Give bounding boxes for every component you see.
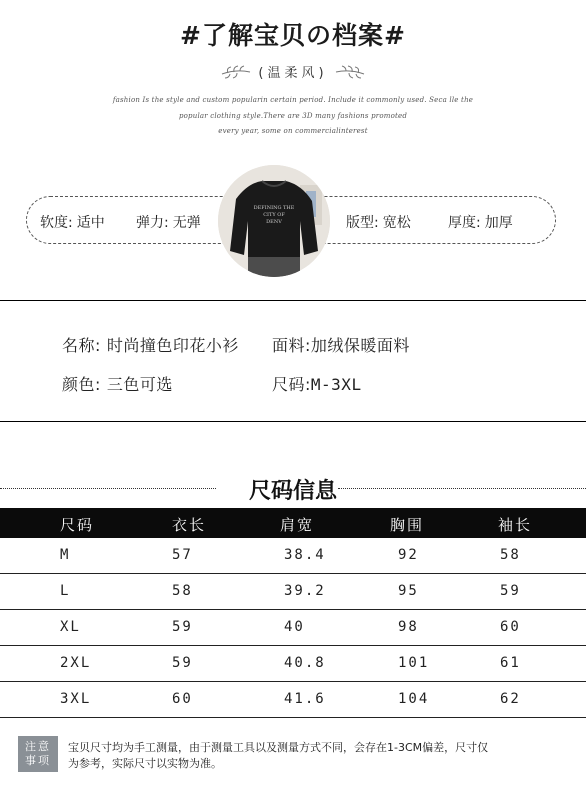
cell-size: M [60, 547, 71, 563]
style-tag-row [0, 62, 586, 81]
cell-length: 57 [172, 547, 193, 563]
product-name: 名称: 时尚撞色印花小衫 [62, 336, 239, 355]
cell-shoulder: 39.2 [284, 583, 326, 599]
cell-length: 58 [172, 583, 193, 599]
header-size: 尺码 [60, 516, 95, 534]
cell-sleeve: 62 [500, 691, 521, 707]
divider-top [0, 300, 586, 301]
cell-chest: 92 [398, 547, 419, 563]
header-length: 衣长 [172, 516, 207, 534]
cell-shoulder: 40.8 [284, 655, 326, 671]
cell-sleeve: 59 [500, 583, 521, 599]
cell-chest: 98 [398, 619, 419, 635]
table-row [0, 646, 586, 682]
table-row [0, 538, 586, 574]
cell-chest: 104 [398, 691, 430, 707]
note-text [68, 740, 578, 772]
note-badge-line-1: 注意 [25, 740, 51, 753]
cell-shoulder: 38.4 [284, 547, 326, 563]
header-sleeve: 袖长 [498, 516, 533, 534]
product-size-range: 尺码:M-3XL [272, 375, 362, 394]
script-line-2: popular clothing style.There are 3D many fashions promoted [178, 112, 408, 120]
size-table-title: 尺码信息 [248, 479, 337, 504]
attr-thickness: 厚度: 加厚 [448, 215, 513, 231]
sweater-illustration [218, 165, 330, 277]
cell-size: 3XL [60, 691, 92, 707]
product-color: 颜色: 三色可选 [62, 375, 173, 394]
cell-chest: 101 [398, 655, 430, 671]
script-line-1: fashion Is the style and custom popularin certain period. Include it commonly used. Seca lle the [112, 96, 474, 104]
cell-length: 59 [172, 619, 193, 635]
note-badge [18, 736, 58, 772]
cell-sleeve: 60 [500, 619, 521, 635]
table-row [0, 610, 586, 646]
note-badge-line-2: 事项 [25, 754, 51, 767]
title-dotline-right [338, 488, 586, 489]
note-line-1: 宝贝尺寸均为手工测量，由于测量工具以及测量方式不同，会存在1-3CM偏差，尺寸仅 [68, 741, 489, 754]
right-leaf-icon [334, 65, 366, 79]
cell-size: L [60, 583, 71, 599]
product-fabric: 面料:加绒保暖面料 [272, 336, 410, 355]
cell-length: 59 [172, 655, 193, 671]
cell-shoulder: 40 [284, 619, 305, 635]
cell-shoulder: 41.6 [284, 691, 326, 707]
table-row [0, 682, 586, 718]
header-chest: 胸围 [390, 516, 425, 534]
divider-bottom [0, 421, 586, 422]
attr-elasticity: 弹力: 无弹 [136, 215, 201, 231]
page-title: #了解宝贝の档案# [180, 21, 406, 50]
shirt-print-line-3: DENV [266, 219, 282, 225]
cell-sleeve: 58 [500, 547, 521, 563]
script-line-3: every year, some on commercialinterest [218, 127, 368, 135]
shirt-print-line-2: CITY OF [263, 212, 285, 218]
attr-fit: 版型: 宽松 [346, 215, 411, 231]
size-table-header [0, 508, 586, 538]
cell-length: 60 [172, 691, 193, 707]
style-tag: (温柔风) [258, 66, 328, 81]
header-shoulder: 肩宽 [280, 516, 315, 534]
left-leaf-icon [220, 65, 252, 79]
note-line-2: 为参考，实际尺寸以实物为准。 [68, 757, 222, 770]
attr-softness: 软度: 适中 [40, 215, 105, 231]
cell-size: XL [60, 619, 81, 635]
product-photo [218, 165, 330, 277]
cell-sleeve: 61 [500, 655, 521, 671]
shirt-print-line-1: DEFINING THE [253, 205, 295, 211]
table-row [0, 574, 586, 610]
cell-size: 2XL [60, 655, 92, 671]
cell-chest: 95 [398, 583, 419, 599]
size-title-row [0, 474, 586, 504]
